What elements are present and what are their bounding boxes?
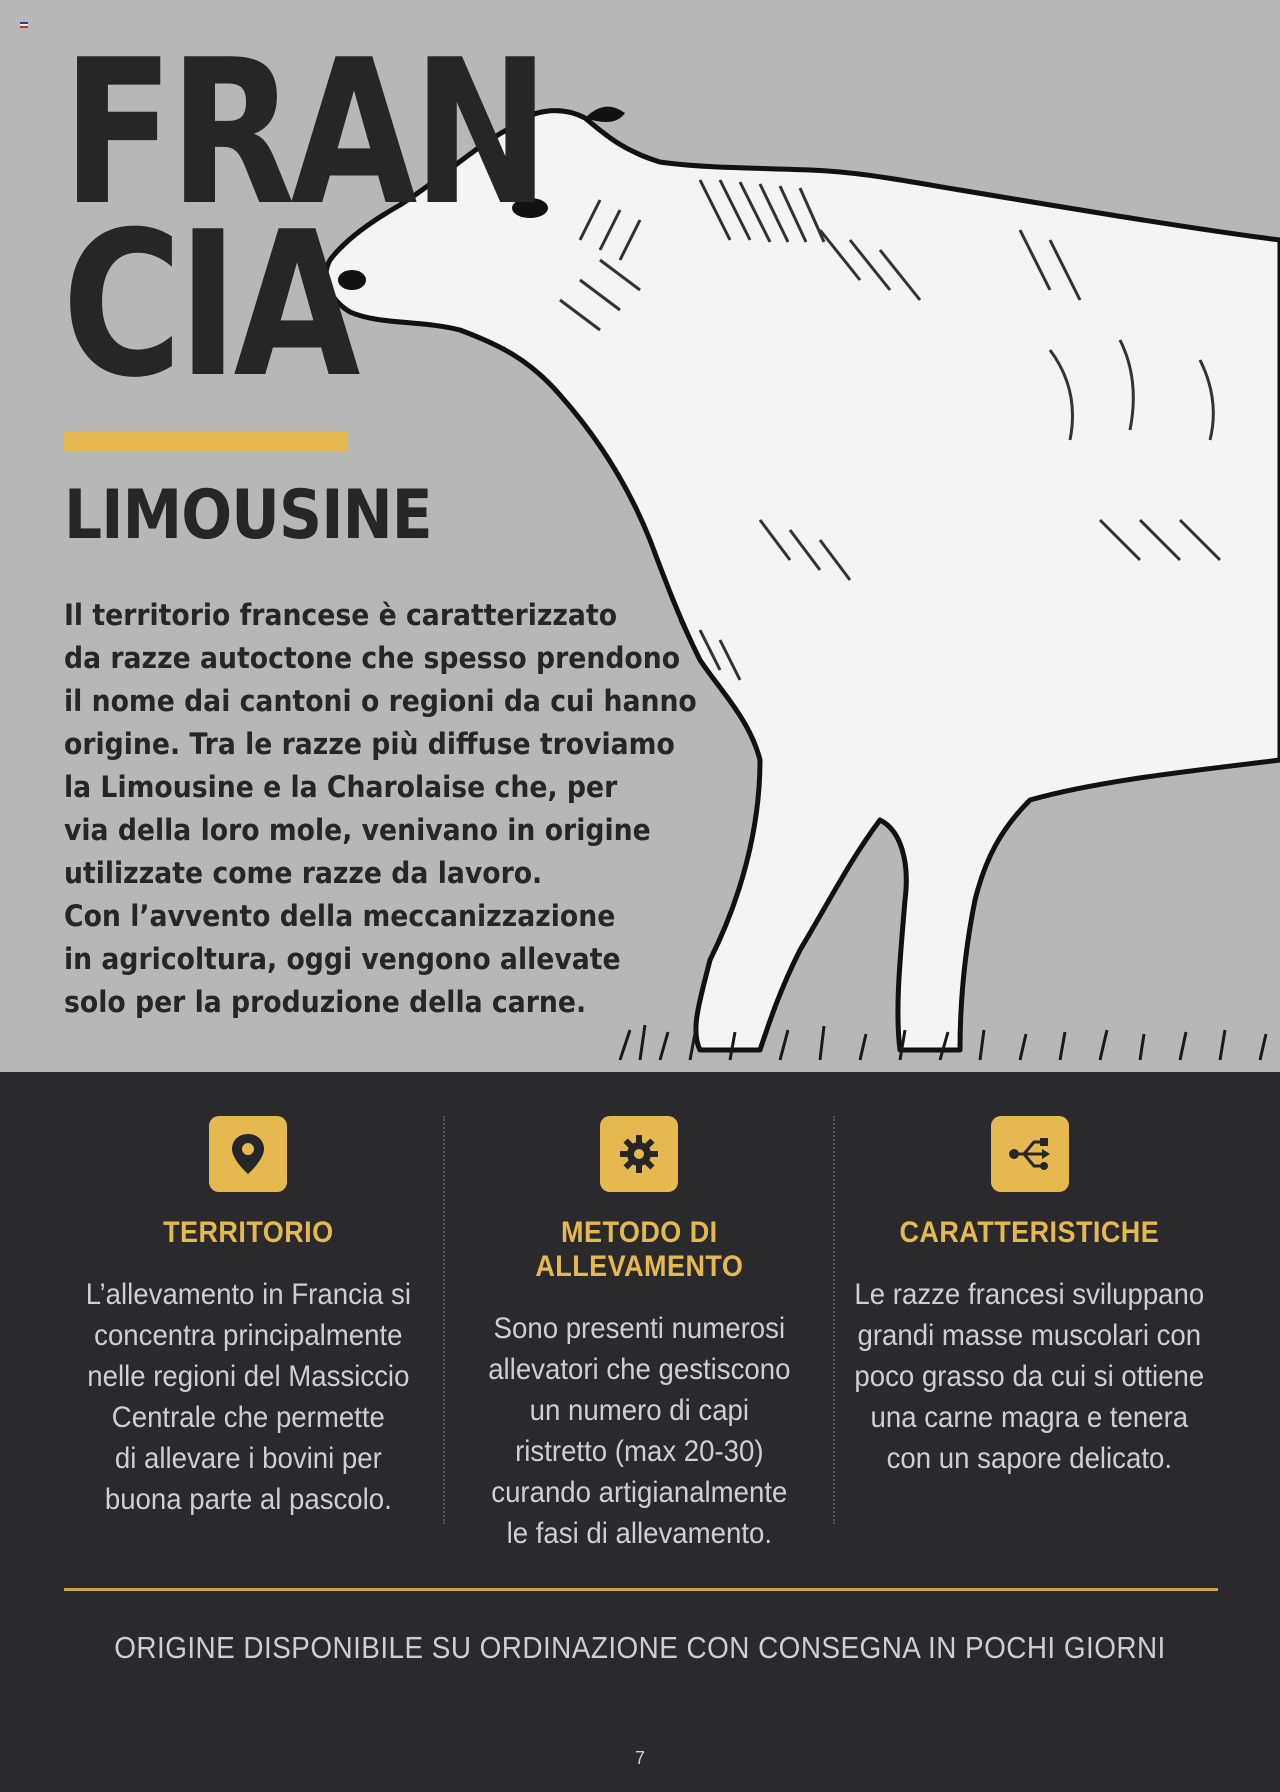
feature-line: poco grasso da cui si ottiene [854, 1360, 1205, 1393]
intro-line: da razze autoctone che spesso prendono [64, 641, 681, 675]
feature-line: ristretto (max 20-30) [514, 1435, 764, 1468]
footer-divider [64, 1588, 1218, 1591]
feature-line: un numero di capi [529, 1394, 749, 1427]
availability-note: ORIGINE DISPONIBILE SU ORDINAZIONE CON CONSEGNA IN POCHI GIORNI [114, 1630, 1166, 1665]
map-pin-icon [209, 1116, 287, 1192]
feature-title: CARATTERISTICHE [899, 1216, 1160, 1249]
feature-line: una carne magra e tenera [870, 1401, 1189, 1434]
feature-caratteristiche [833, 1116, 1224, 1524]
country-title [62, 17, 545, 422]
intro-line: la Limousine e la Charolaise che, per [64, 770, 618, 804]
intro-line: utilizzate come razze da lavoro. [64, 856, 543, 890]
intro-line: via della loro mole, venivano in origine [64, 813, 651, 847]
feature-line: con un sapore delicato. [886, 1442, 1173, 1475]
feature-line: concentra principalmente [94, 1319, 403, 1352]
feature-title: METODO DI ALLEVAMENTO [535, 1216, 743, 1283]
feature-line: allevatori che gestiscono [487, 1353, 791, 1386]
intro-line: solo per la produzione della carne. [64, 985, 587, 1019]
intro-line: Con l’avvento della meccanizzazione [64, 899, 616, 933]
feature-line: le fasi di allevamento. [506, 1517, 772, 1550]
feature-text [70, 1274, 428, 1520]
feature-line: di allevare i bovini per [114, 1442, 382, 1475]
feature-line: grandi masse muscolari con [857, 1319, 1202, 1352]
feature-line: Centrale che permette [111, 1401, 385, 1434]
features-row [54, 1116, 1224, 1550]
gear-icon [600, 1116, 678, 1192]
share-nodes-icon [991, 1116, 1069, 1192]
intro-line: in agricoltura, oggi vengono allevate [64, 942, 621, 976]
feature-line: L’allevamento in Francia si [85, 1278, 411, 1311]
feature-line: nelle regioni del Massiccio [87, 1360, 410, 1393]
country-title-line-1: FRAN [62, 17, 545, 250]
breed-heading: LIMOUSINE [64, 476, 432, 555]
feature-metodo [443, 1116, 834, 1550]
country-title-line-2: CIA [62, 189, 356, 422]
feature-line: buona parte al pascolo. [104, 1483, 392, 1516]
feature-line: Le razze francesi sviluppano [854, 1278, 1205, 1311]
feature-line: curando artigianalmente [490, 1476, 788, 1509]
feature-territorio [54, 1116, 443, 1524]
title-underline [64, 432, 348, 452]
feature-text [851, 1274, 1209, 1479]
feature-line: Sono presenti numerosi [493, 1312, 785, 1345]
feature-text [460, 1308, 818, 1554]
feature-title: TERRITORIO [163, 1216, 334, 1249]
intro-paragraph [64, 594, 697, 1024]
page-number: 7 [634, 1748, 645, 1768]
intro-line: il nome dai cantoni o regioni da cui hanno [64, 684, 697, 718]
intro-line: Il territorio francese è caratterizzato [64, 598, 618, 632]
intro-line: origine. Tra le razze più diffuse troviamo [64, 727, 675, 761]
